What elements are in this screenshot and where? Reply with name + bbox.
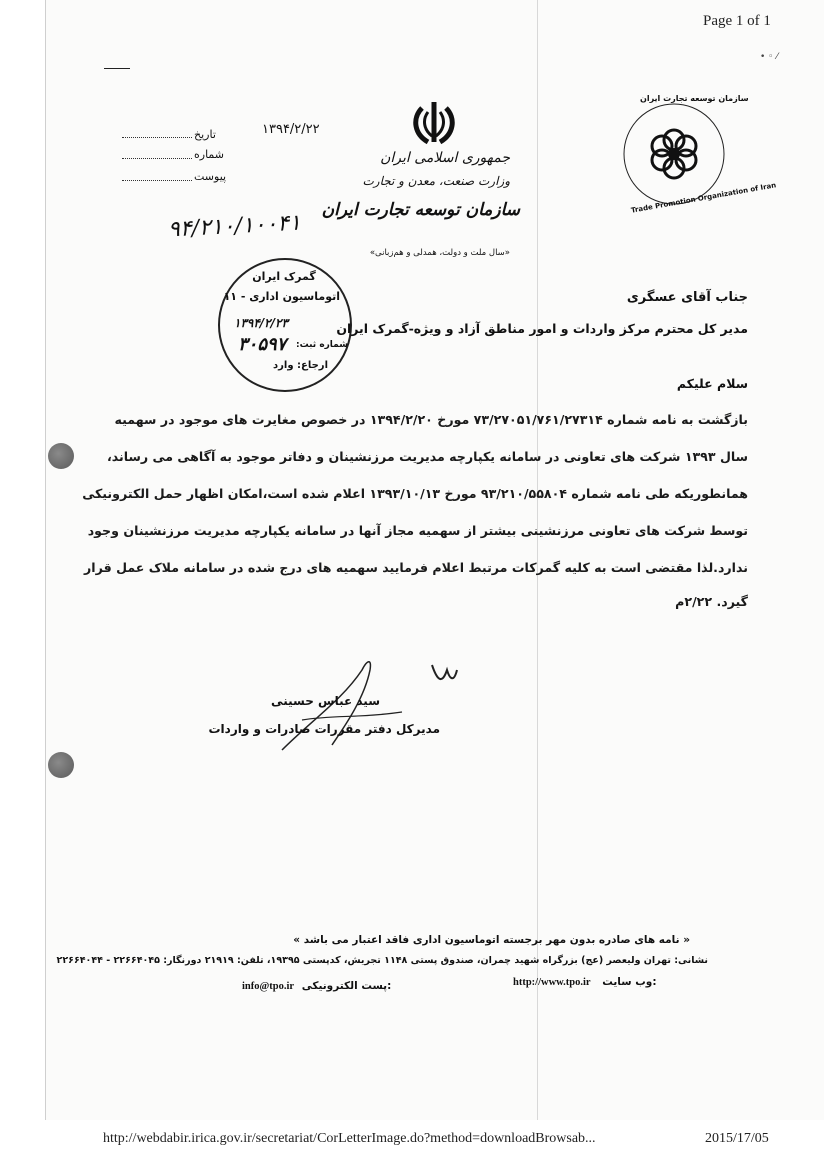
top-left-mark [104,68,130,69]
punch-hole-top [48,443,74,469]
website-url[interactable]: http://www.tpo.ir [513,977,591,988]
stamp-number: ۳۰۵۹۷ [238,334,287,355]
page-indicator: Page 1 of 1 [703,13,771,29]
tpo-logo-text: Trade Promotion Organization of Iran [630,181,777,215]
iran-emblem [408,98,460,148]
footer-date: 2015/17/05 [705,1131,769,1146]
recipient-title: مدیر کل محترم مرکز واردات و امور مناطق آزاد و ویژه-گمرک ایران [336,321,748,336]
iran-emblem-icon [408,98,460,148]
disclaimer: « نامه های صادره بدون مهر برجسته اتوماسیون اداری فاقد اعتبار می باشد » [293,934,690,946]
body-line-5: ندارد.لذا مقتضی است به کلیه گمرکات مرتبط اعلام فرمایید سهمیه های درج شده در سامانه ملاک عمل قرار [84,560,748,575]
recipient-salutation: جناب آقای عسگری [626,290,748,305]
signatory-position: مدیرکل دفتر مقررات صادرات و واردات [208,722,440,736]
body-line-2: سال ۱۳۹۳ شرکت های تعاونی در سامانه یکپارچه مدیریت مرزنشینان و دفاتر موجود به آگاهی می رساند، [106,449,748,464]
punch-hole-bottom [48,752,74,778]
website-label: وب سایت: [602,976,657,988]
contact-address: نشانی: تهران ولیعصر (عج) بزرگراه شهید چمران، صندوق پستی ۱۱۴۸ تجریش، کدپستی ۱۹۳۹۵، تلفن: ۲۱۹۱۹ دورنگار: ۲۲۶۶۴۰۴۵ - ۲۲۶۶۴۰۴۴ [56,955,708,966]
footer-url: http://webdabir.irica.gov.ir/secretariat/CorLetterImage.do?method=downloadBrowsab... [103,1131,596,1146]
stamp-label-number: شماره ثبت: [296,340,349,350]
emblem-line-1: جمهوری اسلامی ایران [380,150,510,166]
meta-label-date: تاریخ [194,128,216,141]
body-line-1: بازگشت به نامه شماره ۷۳/۲۷۰۵۱/۷۶۱/۲۷۳۱۴ مورخ ۱۳۹۴/۲/۲۰ در خصوص مغایرت های موجود در سهمیه [114,412,748,427]
greeting: سلام علیکم [676,376,748,391]
stamp-label-ref: ارجاع: وارد [273,360,328,371]
stamp-date: ۱۳۹۴/۲/۲۳ [234,316,288,330]
meta-fields [112,126,242,196]
email-address[interactable]: info@tpo.ir [242,981,295,992]
body-line-3: همانطوریکه طی نامه شماره ۹۳/۲۱۰/۵۵۸۰۴ مورخ ۱۳۹۳/۱۰/۱۳ اعلام شده است،امکان اظهار حمل الکترونیکی [82,486,748,501]
handwritten-letter-number: ۹۴/۲۱۰/۱۰۰۴۱ [167,210,302,243]
email-label: پست الکترونیکی: [301,980,392,992]
website-row [513,976,657,988]
tpo-logo [620,94,777,215]
year-slogan: «سال ملت و دولت، همدلی و هم‌زبانی» [369,248,510,258]
customs-stamp [218,258,352,392]
emblem-line-3: سازمان توسعه تجارت ایران [321,200,520,220]
emblem-line-2: وزارت صنعت، معدن و تجارت [362,174,510,188]
meta-label-number: شماره [194,148,225,161]
email-row [242,980,391,992]
meta-label-attachment: پیوست [194,170,227,183]
body-line-6: گیرد. ۲/۲۲م [675,594,748,609]
tpo-logo-text-fa: سازمان توسعه تجارت ایران [640,94,749,103]
body-line-4: توسط شرکت های تعاونی مرزنشینی بیشتر از سهمیه مجاز آنها در سامانه یکپارچه مدیریت مرزنشینان وجود [87,523,748,538]
signatory-name: سید عباس حسینی [271,694,380,708]
stamp-line-1: گمرک ایران [252,270,316,283]
scan-marks: • ◦ ⁄ [760,52,778,62]
letter-date: ۱۳۹۴/۲/۲۲ [262,122,320,137]
stamp-line-2: اتوماسیون اداری - ۱۱ [223,290,340,303]
